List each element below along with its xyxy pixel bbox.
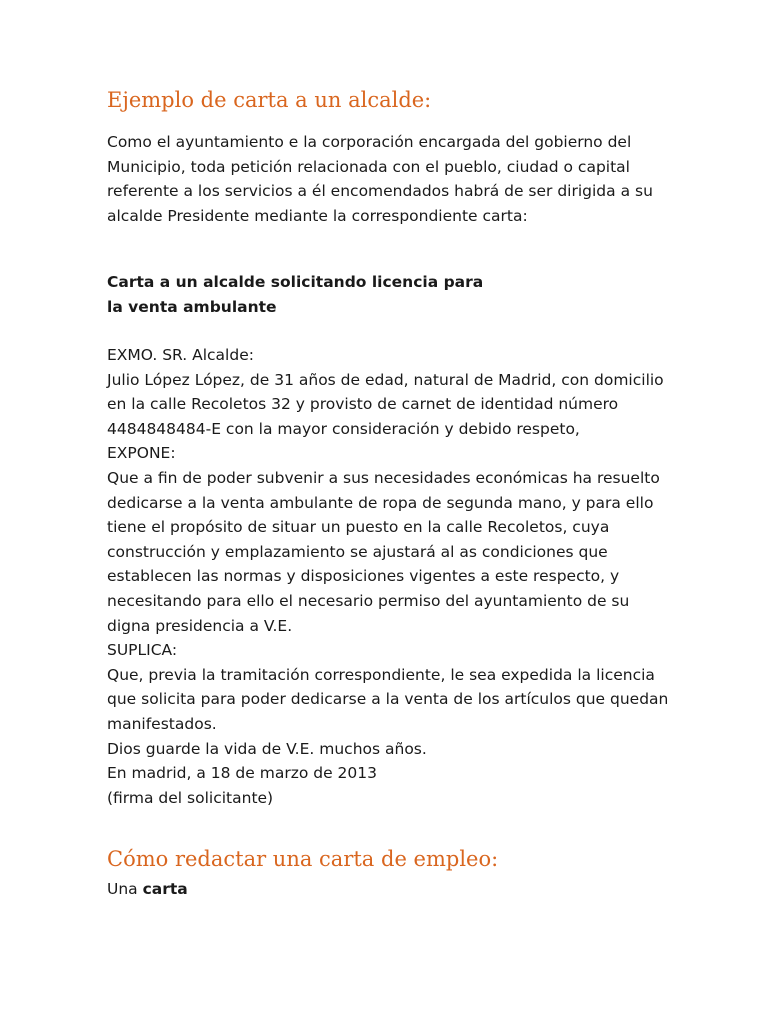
intro-line: Como el ayuntamiento e la corporación encargada del gobierno del <box>107 133 632 151</box>
letter-date: En madrid, a 18 de marzo de 2013 <box>107 764 377 783</box>
letter-line: dedicarse a la venta ambulante de ropa de segunda mano, y para ello <box>107 493 654 512</box>
letter-line: en la calle Recoletos 32 y provisto de carnet de identidad número <box>107 395 619 414</box>
letter-line: establecen las normas y disposiciones vigentes a este respecto, y <box>107 567 620 586</box>
letter-line: Julio López López, de 31 años de edad, natural de Madrid, con domicilio <box>107 370 664 389</box>
section-heading-job-letter: Cómo redactar una carta de empleo: <box>107 847 499 871</box>
subtitle-line: la venta ambulante <box>107 297 277 316</box>
letter-line: Que, previa la tramitación correspondiente, le sea expedida la licencia <box>107 665 655 684</box>
letter-section-label-suplica: SUPLICA: <box>107 641 178 660</box>
tail-text-bold: carta <box>142 880 188 898</box>
letter-line: que solicita para poder dedicarse a la venta de los artículos que quedan <box>107 690 669 709</box>
intro-line: alcalde Presidente mediante la correspondiente carta: <box>107 206 528 225</box>
intro-line: referente a los servicios a él encomendados habrá de ser dirigida a su <box>107 182 653 201</box>
letter-line: 4484848484-E con la mayor consideración y debido respeto, <box>107 419 580 438</box>
letter-closing: Dios guarde la vida de V.E. muchos años. <box>107 739 427 758</box>
tail-text <box>107 877 188 902</box>
tail-text-plain: Una <box>107 880 138 898</box>
letter-line: tiene el propósito de situar un puesto en la calle Recoletos, cuya <box>107 518 610 537</box>
section-heading-mayor-letter: Ejemplo de carta a un alcalde: <box>107 88 432 112</box>
letter-line: manifestados. <box>107 714 217 733</box>
letter-line: necesitando para ello el necesario permiso del ayuntamiento de su <box>107 591 630 610</box>
letter-subtitle <box>107 270 667 319</box>
letter-line: construcción y emplazamiento se ajustará al as condiciones que <box>107 542 608 561</box>
letter-body <box>107 343 667 810</box>
letter-salutation: EXMO. SR. Alcalde: <box>107 346 254 364</box>
subtitle-line: Carta a un alcalde solicitando licencia para <box>107 273 484 291</box>
letter-line: digna presidencia a V.E. <box>107 616 293 635</box>
intro-line: Municipio, toda petición relacionada con el pueblo, ciudad o capital <box>107 157 630 176</box>
letter-signature: (firma del solicitante) <box>107 788 274 807</box>
letter-section-label-expone: EXPONE: <box>107 444 176 463</box>
intro-paragraph <box>107 130 667 228</box>
letter-line: Que a fin de poder subvenir a sus necesidades económicas ha resuelto <box>107 468 660 487</box>
